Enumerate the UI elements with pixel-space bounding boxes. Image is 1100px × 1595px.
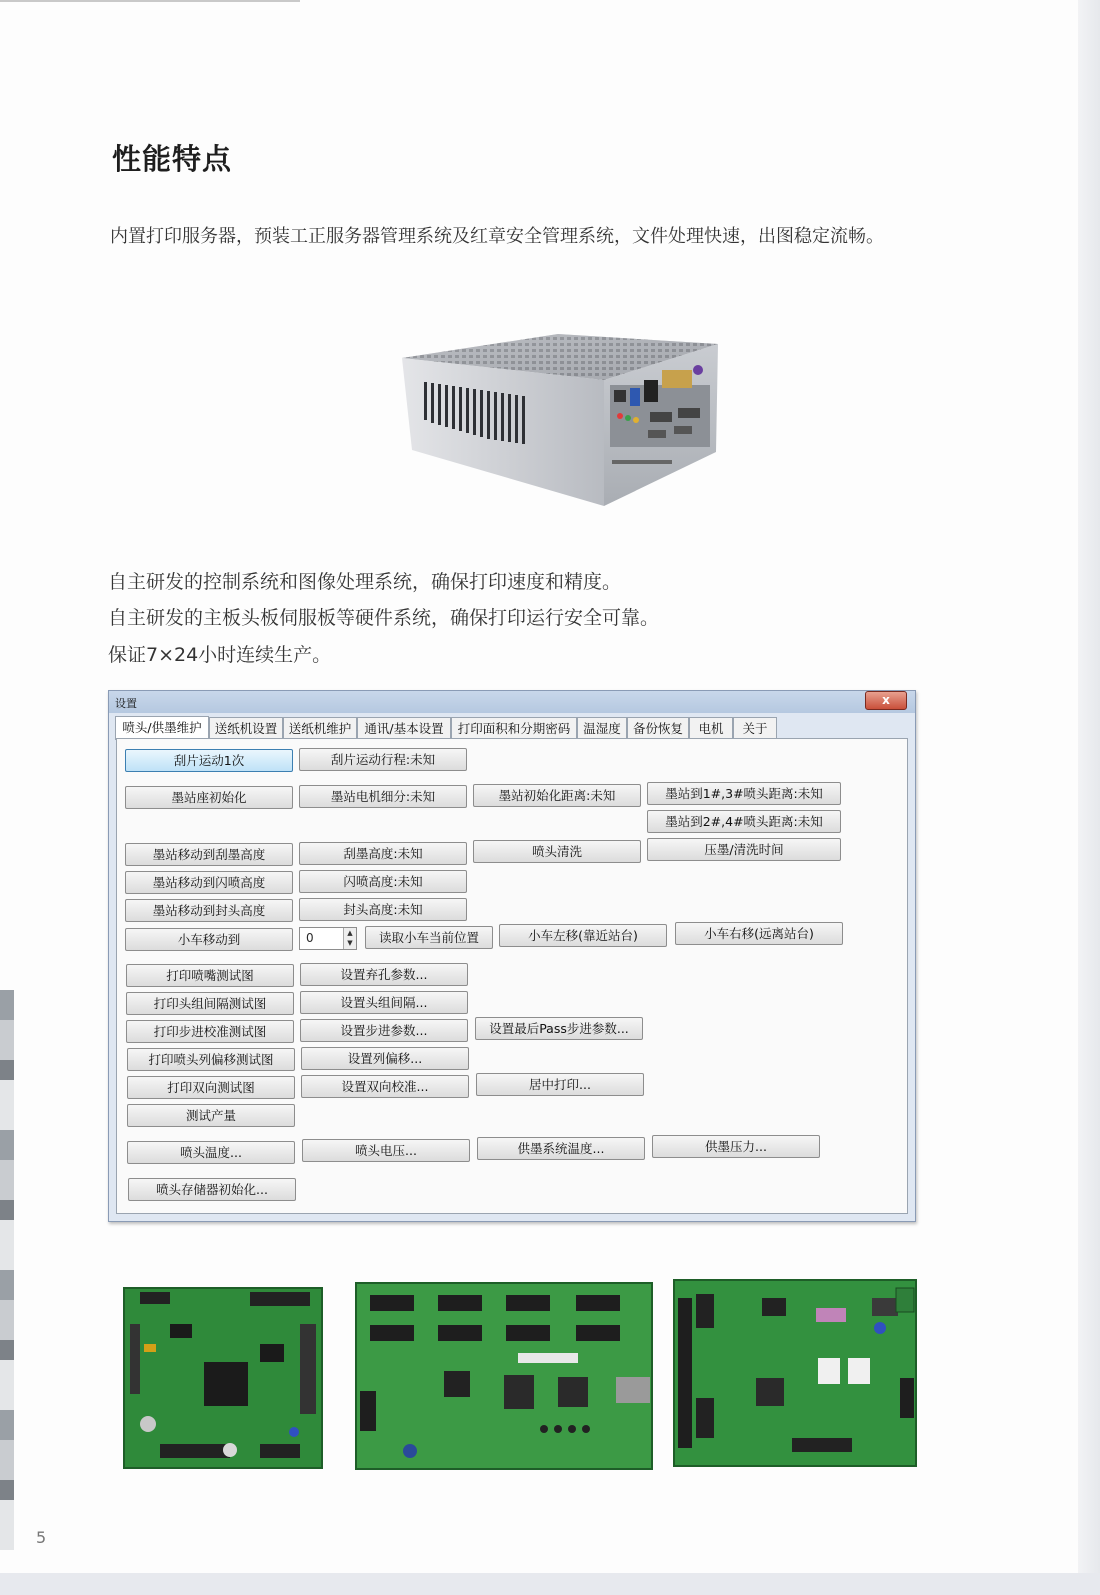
ink-station-init-button[interactable]: 墨站座初始化 xyxy=(125,786,293,809)
dialog-titlebar xyxy=(109,691,915,713)
cap-height-button[interactable]: 封头高度:未知 xyxy=(299,898,467,921)
scrape-height-button[interactable]: 刮墨高度:未知 xyxy=(299,842,467,865)
settings-dialog xyxy=(108,690,916,1222)
head-clean-button[interactable]: 喷头清洗 xyxy=(473,840,641,863)
server-box-image xyxy=(398,330,720,510)
intro-text: 内置打印服务器，预装工正服务器管理系统及红章安全管理系统，文件处理快速，出图稳定流畅。 xyxy=(110,226,884,247)
test-output-button[interactable]: 测试产量 xyxy=(127,1104,295,1127)
set-step-param-button[interactable]: 设置步进参数... xyxy=(300,1019,468,1042)
press-clean-time-button[interactable]: 压墨/清洗时间 xyxy=(647,838,841,861)
move-cap-height-button[interactable]: 墨站移动到封头高度 xyxy=(125,899,293,922)
ink-motor-subdiv-button[interactable]: 墨站电机细分:未知 xyxy=(299,785,467,808)
ink-to-head24-button[interactable]: 墨站到2#,4#喷头距离:未知 xyxy=(647,810,841,833)
head-temp-button[interactable]: 喷头温度... xyxy=(127,1141,295,1164)
dialog-title: 设置 xyxy=(115,697,137,710)
tab-temp-humidity[interactable]: 温湿度 xyxy=(577,717,627,739)
print-column-offset-button[interactable]: 打印喷头列偏移测试图 xyxy=(127,1048,295,1071)
ink-to-head13-button[interactable]: 墨站到1#,3#喷头距离:未知 xyxy=(647,782,841,805)
head-memory-init-button[interactable]: 喷头存储器初始化... xyxy=(128,1178,296,1201)
page-edge-shadow xyxy=(1078,0,1100,1595)
tab-about[interactable]: 关于 xyxy=(733,717,777,739)
carriage-position-spinner[interactable] xyxy=(299,927,357,950)
tab-feeder-maintenance[interactable]: 送纸机维护 xyxy=(283,717,357,739)
tab-panel xyxy=(116,738,908,1214)
read-carriage-pos-button[interactable]: 读取小车当前位置 xyxy=(365,926,493,949)
set-abandon-hole-button[interactable]: 设置弃孔参数... xyxy=(300,963,468,986)
carriage-move-to-button[interactable]: 小车移动到 xyxy=(125,928,293,951)
flash-height-button[interactable]: 闪喷高度:未知 xyxy=(299,870,467,893)
print-bidir-button[interactable]: 打印双向测试图 xyxy=(127,1076,295,1099)
tab-backup-restore[interactable]: 备份恢复 xyxy=(627,717,689,739)
tab-print-area-password[interactable]: 打印面积和分期密码 xyxy=(451,717,577,739)
tab-motor[interactable]: 电机 xyxy=(689,717,733,739)
page-binding-edge xyxy=(0,990,14,1550)
move-flash-height-button[interactable]: 墨站移动到闪喷高度 xyxy=(125,871,293,894)
set-bidir-button[interactable]: 设置双向校准... xyxy=(301,1075,469,1098)
ink-system-temp-button[interactable]: 供墨系统温度... xyxy=(477,1137,645,1160)
print-group-spacing-button[interactable]: 打印头组间隔测试图 xyxy=(126,992,294,1015)
headboard-image xyxy=(354,1281,654,1471)
spinner-value: 0 xyxy=(306,931,314,945)
center-print-button[interactable]: 居中打印... xyxy=(476,1073,644,1096)
set-last-pass-button[interactable]: 设置最后Pass步进参数... xyxy=(475,1017,643,1040)
spinner-arrows-icon[interactable]: ▲ ▼ xyxy=(343,928,356,949)
tab-head-ink[interactable]: 喷头/供墨维护 xyxy=(115,716,209,740)
page-bottom-edge xyxy=(0,1573,1100,1595)
print-nozzle-test-button[interactable]: 打印喷嘴测试图 xyxy=(126,964,294,987)
ink-init-distance-button[interactable]: 墨站初始化距离:未知 xyxy=(473,784,641,807)
set-group-spacing-button[interactable]: 设置头组间隔... xyxy=(300,991,468,1014)
carriage-left-button[interactable]: 小车左移(靠近站台) xyxy=(499,924,667,947)
carriage-right-button[interactable]: 小车右移(远离站台) xyxy=(675,922,843,945)
close-button[interactable]: x xyxy=(865,691,907,710)
section-title: 性能特点 xyxy=(112,142,233,176)
feature-line-1: 自主研发的控制系统和图像处理系统，确保打印速度和精度。 xyxy=(108,571,622,593)
head-voltage-button[interactable]: 喷头电压... xyxy=(302,1139,470,1162)
feature-line-3: 保证7×24小时连续生产。 xyxy=(108,644,332,666)
page-top-rule xyxy=(0,0,300,2)
mainboard-image xyxy=(120,1284,326,1472)
servo-board-image xyxy=(672,1278,918,1468)
print-step-calib-button[interactable]: 打印步进校准测试图 xyxy=(126,1020,294,1043)
tab-feeder-settings[interactable]: 送纸机设置 xyxy=(209,717,283,739)
scrape-once-button[interactable]: 刮片运动1次 xyxy=(125,749,293,772)
tab-comm-basic[interactable]: 通讯/基本设置 xyxy=(357,717,451,739)
page-number: 5 xyxy=(36,1528,47,1547)
feature-line-2: 自主研发的主板头板伺服板等硬件系统，确保打印运行安全可靠。 xyxy=(108,607,660,629)
set-column-offset-button[interactable]: 设置列偏移... xyxy=(301,1047,469,1070)
scrape-stroke-button[interactable]: 刮片运动行程:未知 xyxy=(299,748,467,771)
move-scrape-height-button[interactable]: 墨站移动到刮墨高度 xyxy=(125,843,293,866)
ink-pressure-button[interactable]: 供墨压力... xyxy=(652,1135,820,1158)
